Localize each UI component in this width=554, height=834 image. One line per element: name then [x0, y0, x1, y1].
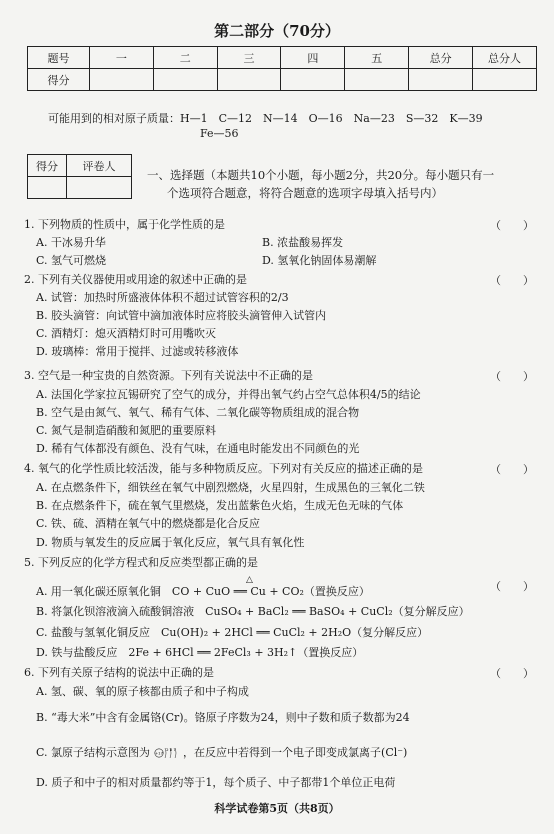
score-header-cell: 四 [281, 47, 345, 69]
q6-stem: 6. 下列有关原子结构的说法中正确的是 [24, 666, 214, 679]
q4-stem: 4. 氧气的化学性质比较活泼，能与多种物质反应。下列对有关反应的描述正确的是 [24, 462, 423, 475]
section-title: 第二部分（70分） [214, 22, 340, 40]
score-header-cell: 三 [217, 47, 281, 69]
q6-option-c [36, 745, 407, 761]
q1-option-a: A. 干冰易升华 [36, 236, 106, 249]
q3-answer-blank[interactable]: （ ） [490, 370, 534, 383]
q3-stem: 3. 空气是一种宝贵的自然资源。下列有关说法中不正确的是 [24, 369, 313, 382]
section-instruction-1: 一、选择题（本题共10个小题，每小题2分，共20分。每小题只有一 [147, 168, 495, 182]
score-header-cell: 一 [89, 47, 153, 69]
atomic-masses-line2: Fe—56 [200, 127, 239, 140]
q2-option-d: D. 玻璃棒：常用于搅拌、过滤或转移液体 [36, 345, 239, 358]
q5-option-c: C. 盐酸与氢氧化铜反应 Cu(OH)₂ + 2HCl ══ CuCl₂ + 2H₂O（复分解反应） [36, 626, 429, 639]
score-header-cell: 题号 [28, 47, 90, 69]
grader-label: 评卷人 [67, 155, 132, 177]
q1-option-d: D. 氢氧化钠固体易潮解 [262, 254, 377, 267]
grader-score-cell[interactable] [28, 177, 67, 199]
score-table [27, 46, 537, 91]
q3-option-c: C. 氮气是制造硝酸和氮肥的重要原料 [36, 424, 217, 437]
q4-option-c: C. 铁、硫、酒精在氧气中的燃烧都是化合反应 [36, 517, 261, 530]
q3-option-b: B. 空气是由氮气、氧气、稀有气体、二氧化碳等物质组成的混合物 [36, 406, 360, 419]
q1-option-b: B. 浓盐酸易挥发 [262, 236, 344, 249]
q2-option-b: B. 胶头滴管：向试管中滴加液体时应将胶头滴管伸入试管内 [36, 309, 327, 322]
q2-answer-blank[interactable]: （ ） [490, 274, 534, 287]
score-header-cell: 五 [345, 47, 409, 69]
q3-option-d: D. 稀有气体都没有颜色、没有气味，在通电时能发出不同颜色的光 [36, 442, 360, 455]
q4-option-d: D. 物质与氧发生的反应属于氧化反应，氧气具有氧化性 [36, 536, 305, 549]
score-header-cell: 二 [153, 47, 217, 69]
q6-answer-blank[interactable]: （ ） [490, 667, 534, 680]
q6-option-c-text1: C. 氯原子结构示意图为 [36, 746, 151, 759]
q5-heat-condition: △ [246, 575, 253, 585]
q5-answer-blank[interactable]: （ ） [490, 580, 534, 593]
q4-option-b: B. 在点燃条件下，硫在氧气里燃烧，发出蓝紫色火焰，生成无色无味的气体 [36, 499, 404, 512]
grader-name-cell[interactable] [67, 177, 132, 199]
page-footer: 科学试卷第5页（共8页） [214, 802, 340, 815]
q1-stem: 1. 下列物质的性质中，属于化学性质的是 [24, 218, 225, 231]
atomic-masses-line1: 可能用到的相对原子质量：H—1 C—12 N—14 O—16 Na—23 S—32 K—39 [48, 112, 483, 125]
chlorine-atom-diagram [154, 745, 180, 761]
score-header-cell: 总分人 [473, 47, 537, 69]
q2-stem: 2. 下列有关仪器使用或用途的叙述中正确的是 [24, 273, 247, 286]
q1-option-c: C. 氢气可燃烧 [36, 254, 107, 267]
score-input-cell[interactable] [217, 69, 281, 91]
atom-nucleus: +17 [154, 750, 163, 756]
atom-shells: 2 8 7 [165, 747, 176, 752]
q2-option-c: C. 酒精灯：熄灭酒精灯时可用嘴吹灭 [36, 327, 217, 340]
score-input-cell[interactable] [153, 69, 217, 91]
grader-table [27, 154, 132, 199]
q5-option-b: B. 将氯化钡溶液滴入硫酸铜溶液 CuSO₄ + BaCl₂ ══ BaSO₄ + CuCl₂（复分解反应） [36, 605, 470, 618]
q5-option-a: A. 用一氧化碳还原氧化铜 CO + CuO ══ Cu + CO₂（置换反应） [36, 585, 370, 598]
score-row-label: 得分 [28, 69, 90, 91]
q1-answer-blank[interactable]: （ ） [490, 219, 534, 232]
q6-option-b: B. “毒大米”中含有金属铬(Cr)。铬原子序数为24，则中子数和质子数都为24 [36, 711, 410, 724]
q6-option-a: A. 氢、碳、氧的原子核都由质子和中子构成 [36, 685, 249, 698]
q5-option-d: D. 铁与盐酸反应 2Fe + 6HCl ══ 2FeCl₃ + 3H₂↑（置换反应） [36, 646, 364, 659]
score-input-cell[interactable] [281, 69, 345, 91]
score-input-cell[interactable] [345, 69, 409, 91]
q4-answer-blank[interactable]: （ ） [490, 463, 534, 476]
q6-option-c-text2: ，在反应中若得到一个电子即变成氯离子(Cl⁻) [183, 746, 408, 759]
score-input-cell[interactable] [473, 69, 537, 91]
q4-option-a: A. 在点燃条件下，细铁丝在氧气中剧烈燃烧，火星四射，生成黑色的三氧化二铁 [36, 481, 425, 494]
score-input-cell[interactable] [89, 69, 153, 91]
section-instruction-2: 个选项符合题意，将符合题意的选项字母填入括号内） [167, 186, 443, 200]
grader-score-label: 得分 [28, 155, 67, 177]
q6-option-d: D. 质子和中子的相对质量都约等于1，每个质子、中子都带1个单位正电荷 [36, 776, 396, 789]
score-header-cell: 总分 [409, 47, 473, 69]
q2-option-a: A. 试管：加热时所盛液体体积不超过试管容积的2/3 [36, 291, 289, 304]
score-input-cell[interactable] [409, 69, 473, 91]
q3-option-a: A. 法国化学家拉瓦锡研究了空气的成分，并得出氧气约占空气总体积4/5的结论 [36, 388, 421, 401]
q5-stem: 5. 下列反应的化学方程式和反应类型都正确的是 [24, 556, 258, 569]
